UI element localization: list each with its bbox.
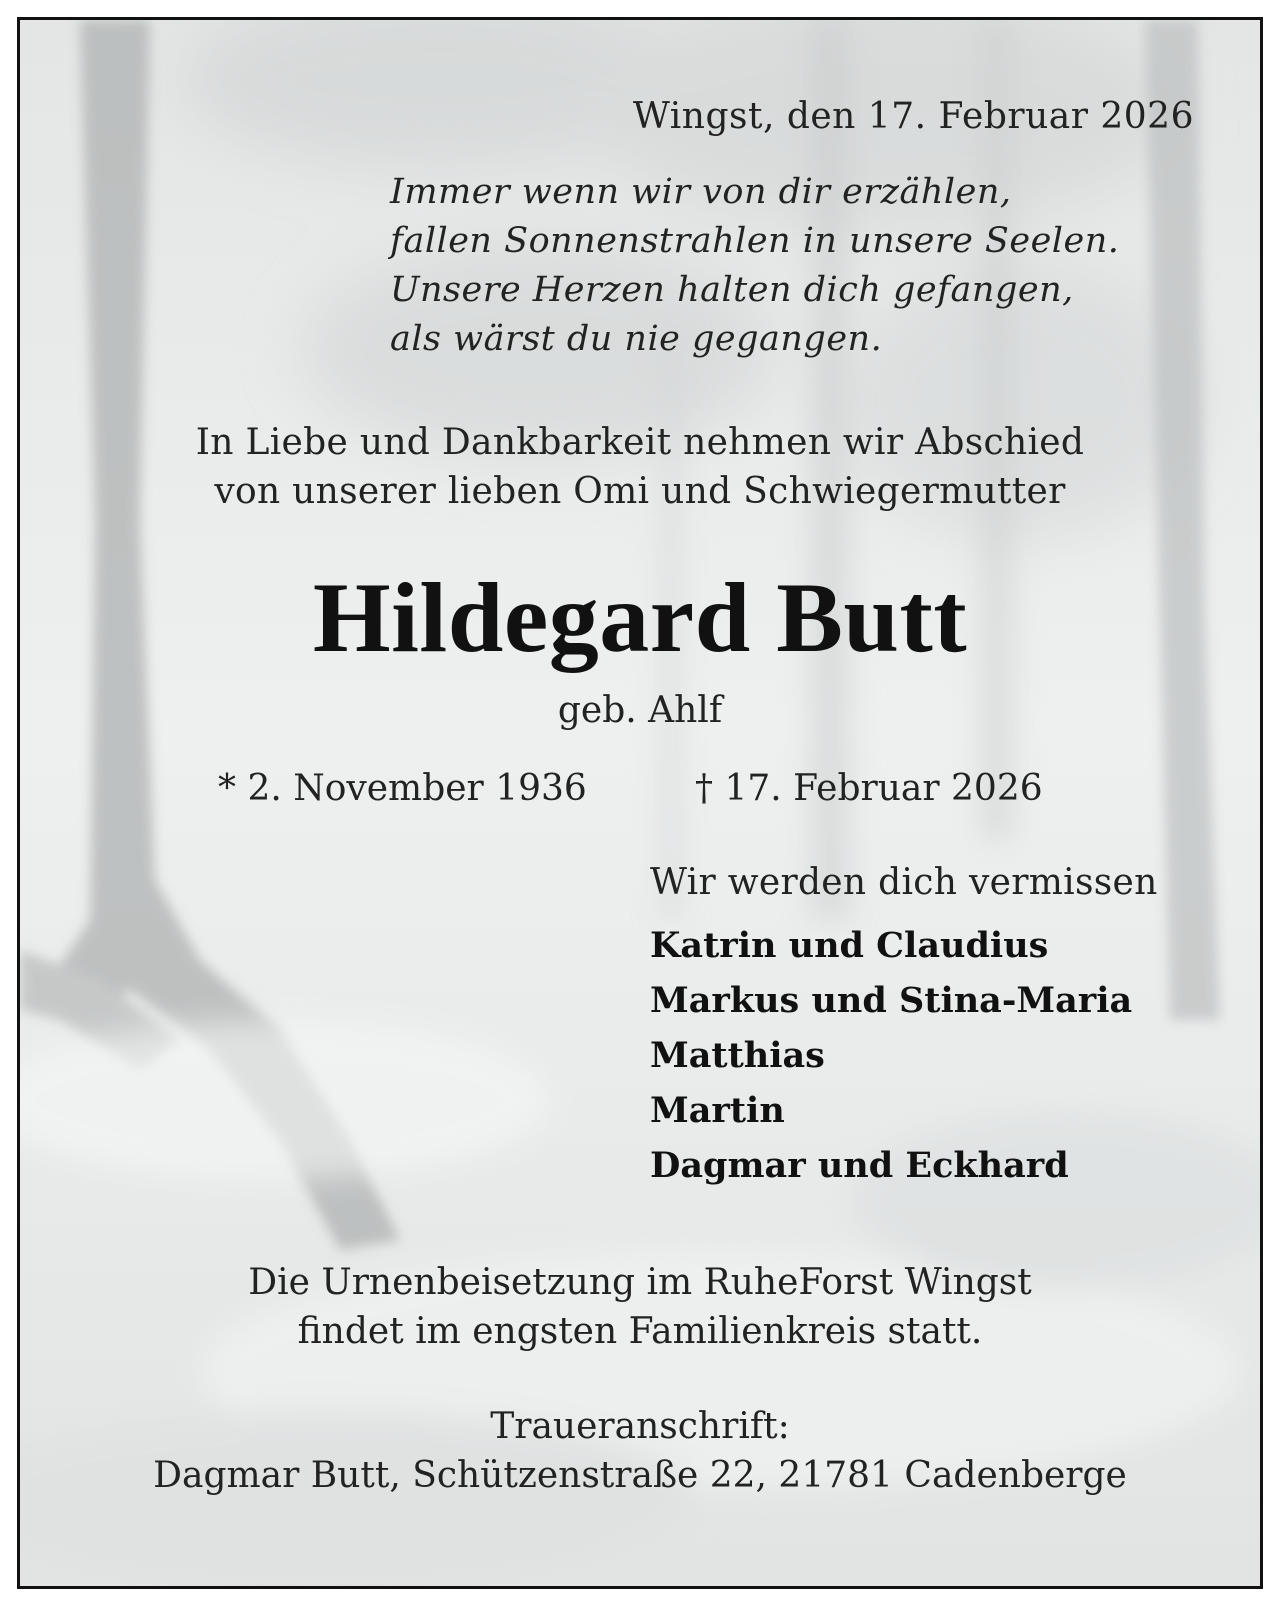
- death-date: † 17. Februar 2026: [695, 768, 1043, 809]
- mourning-address: Dagmar Butt, Schützenstraße 22, 21781 Cadenberge: [153, 1455, 1127, 1496]
- quote-line: Unsere Herzen halten dich gefangen,: [390, 270, 1074, 310]
- deceased-name: Hildegard Butt: [312, 562, 968, 673]
- quote-line: als wärst du nie gegangen.: [390, 319, 883, 359]
- mourner: Markus und Stina-Maria: [650, 980, 1133, 1021]
- farewell-intro: [0, 418, 1280, 516]
- address-label: Traueranschrift:: [490, 1406, 790, 1447]
- intro-line: In Liebe und Dankbarkeit nehmen wir Abschied: [195, 422, 1085, 463]
- burial-line: findet im engsten Familienkreis statt.: [297, 1311, 983, 1352]
- mourner: Dagmar und Eckhard: [650, 1145, 1069, 1186]
- burial-info: [0, 1258, 1280, 1356]
- mourner: Martin: [650, 1090, 785, 1131]
- intro-line: von unserer lieben Omi und Schwiegermutter: [214, 471, 1066, 512]
- mourner: Matthias: [650, 1035, 825, 1076]
- mourners-list: [650, 918, 1132, 1193]
- miss-text: Wir werden dich vermissen: [650, 862, 1158, 903]
- place-date: Wingst, den 17. Februar 2026: [632, 96, 1194, 137]
- quote-line: fallen Sonnenstrahlen in unsere Seelen.: [390, 221, 1120, 261]
- quote: [390, 168, 1119, 364]
- birth-date: * 2. November 1936: [218, 768, 587, 809]
- burial-line: Die Urnenbeisetzung im RuheForst Wingst: [248, 1262, 1032, 1303]
- mourner: Katrin und Claudius: [650, 925, 1049, 966]
- maiden-name: geb. Ahlf: [557, 690, 723, 731]
- quote-line: Immer wenn wir von dir erzählen,: [390, 172, 1012, 212]
